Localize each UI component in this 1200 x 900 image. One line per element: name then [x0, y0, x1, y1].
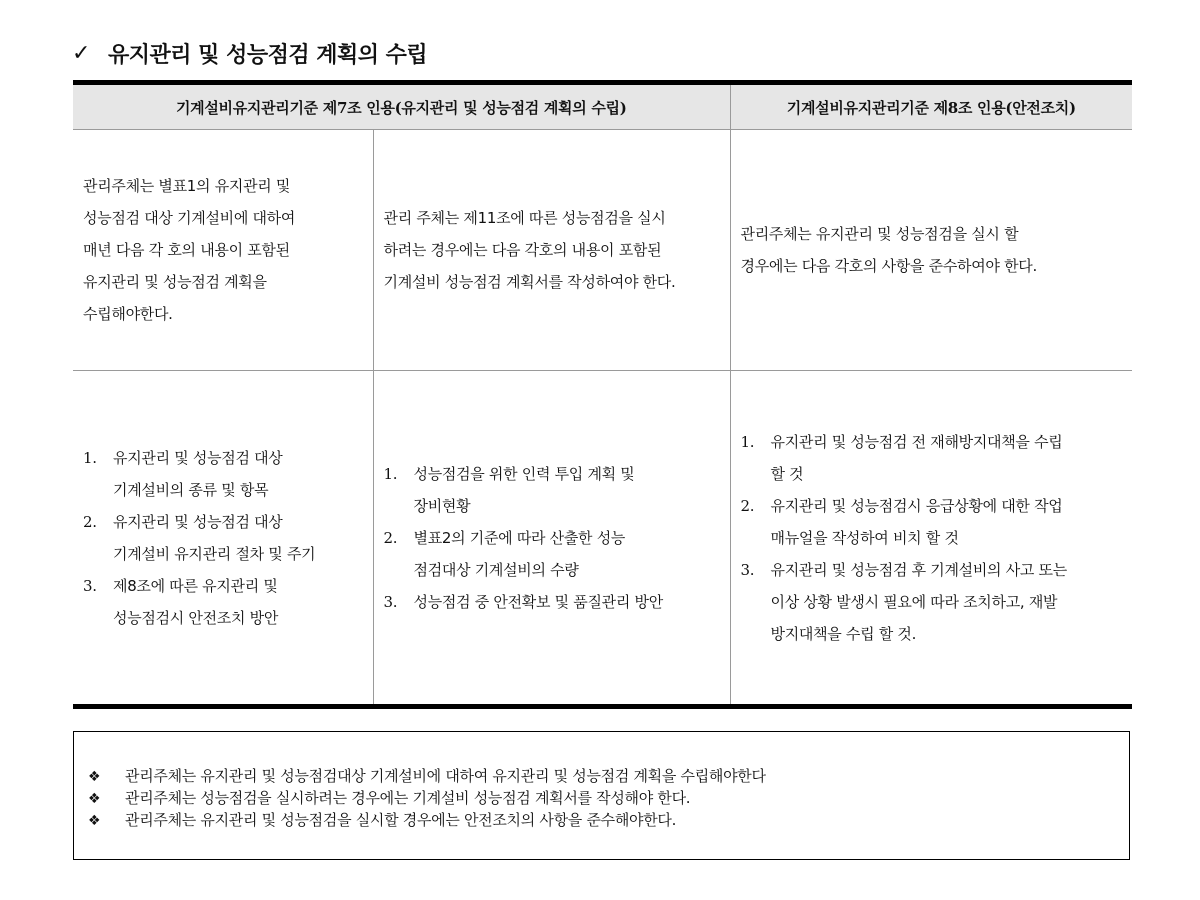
item-text-line: 매뉴얼을 작성하여 비치 할 것 [770, 528, 959, 547]
table-header-row [73, 83, 1132, 130]
text-line: 관리주체는 유지관리 및 성능점검을 실시 할 [740, 225, 1019, 243]
list-item [741, 554, 1125, 650]
item-number: 3. [383, 592, 398, 611]
item-number: 2. [740, 496, 755, 515]
item-number: 2. [383, 528, 398, 547]
text-line: 관리 주체는 제11조에 따른 성능점검을 실시 [383, 209, 666, 227]
summary-item [88, 788, 766, 810]
item-text-line: 유지관리 및 성능점검 대상 [113, 512, 283, 531]
list-item [741, 426, 1125, 490]
text-line: 하려는 경우에는 다음 각호의 내용이 포함된 [383, 241, 662, 259]
list-item [83, 570, 365, 634]
summary-text: 관리주체는 성능점검을 실시하려는 경우에는 기계설비 성능점검 계획서를 작성해야 한다. [125, 789, 691, 807]
inspection-plan-items-cell [373, 371, 730, 707]
numbered-list [83, 442, 365, 634]
item-text-line: 장비현황 [413, 496, 471, 515]
item-number: 3. [740, 560, 755, 579]
safety-measures-intro-cell [730, 130, 1132, 371]
item-text-line: 할 것 [770, 464, 804, 483]
checkmark-icon: ✓ [72, 40, 90, 66]
diamond-bullet-icon: ❖ [88, 769, 101, 785]
inspection-plan-intro-cell [373, 130, 730, 371]
item-text-line: 별표2의 기준에 따라 산출한 성능 [413, 528, 626, 547]
item-number: 2. [83, 512, 97, 531]
item-text-line: 유지관리 및 성능점검시 응급상황에 대한 작업 [770, 496, 1063, 515]
summary-item [88, 766, 766, 788]
item-text-line: 이상 상황 발생시 필요에 따라 조치하고, 재발 [770, 592, 1058, 611]
summary-text: 관리주체는 유지관리 및 성능점검을 실시할 경우에는 안전조치의 사항을 준수해야한다. [125, 811, 677, 829]
intro-row [73, 130, 1132, 371]
standards-table [73, 80, 1132, 709]
text-line: 경우에는 다음 각호의 사항을 준수하여야 한다. [740, 257, 1037, 275]
summary-box [73, 731, 1130, 860]
list-item [384, 522, 722, 586]
item-number: 1. [83, 448, 97, 467]
page-title [72, 36, 427, 70]
item-text-line: 유지관리 및 성능점검 대상 [113, 448, 283, 467]
diamond-bullet-icon: ❖ [88, 813, 101, 829]
summary-text: 관리주체는 유지관리 및 성능점검대상 기계설비에 대하여 유지관리 및 성능점검 계획을 수립해야한다 [125, 767, 766, 785]
item-text-line: 성능점검시 안전조치 방안 [113, 608, 279, 627]
list-item [384, 458, 722, 522]
summary-item [88, 810, 766, 832]
item-text-line: 방지대책을 수립 할 것. [770, 624, 917, 643]
list-item [384, 586, 722, 618]
numbered-list [384, 458, 722, 618]
diamond-bullet-icon: ❖ [88, 791, 101, 807]
text-line: 매년 다음 각 호의 내용이 포함된 [83, 241, 290, 259]
item-text-line: 점검대상 기계설비의 수량 [413, 560, 579, 579]
text-line: 기계설비 성능점검 계획서를 작성하여야 한다. [383, 273, 676, 291]
article7-header: 기계설비유지관리기준 제7조 인용(유지관리 및 성능점검 계획의 수립) [73, 83, 730, 130]
article8-header: 기계설비유지관리기준 제8조 인용(안전조치) [730, 83, 1132, 130]
maintenance-plan-intro-cell [73, 130, 373, 371]
text-line: 수립해야한다. [83, 305, 173, 323]
item-number: 1. [383, 464, 398, 483]
item-text-line: 성능점검 중 안전확보 및 품질관리 방안 [413, 592, 663, 611]
text-line: 성능점검 대상 기계설비에 대하여 [83, 209, 296, 227]
item-text-line: 제8조에 따른 유지관리 및 [113, 576, 278, 595]
text-line: 유지관리 및 성능점검 계획을 [83, 273, 267, 291]
list-item [741, 490, 1125, 554]
item-text-line: 기계설비의 종류 및 항목 [113, 480, 269, 499]
item-number: 3. [83, 576, 97, 595]
summary-list [88, 766, 766, 832]
list-row [73, 371, 1132, 707]
text-line: 관리주체는 별표1의 유지관리 및 [83, 177, 291, 195]
safety-measures-items-cell [730, 371, 1132, 707]
maintenance-plan-items-cell [73, 371, 373, 707]
page-title-text: 유지관리 및 성능점검 계획의 수립 [108, 42, 428, 68]
list-item [83, 506, 365, 570]
list-item [83, 442, 365, 506]
numbered-list [741, 426, 1125, 650]
item-text-line: 기계설비 유지관리 절차 및 주기 [113, 544, 316, 563]
item-text-line: 유지관리 및 성능점검 전 재해방지대책을 수립 [770, 432, 1063, 451]
item-text-line: 성능점검을 위한 인력 투입 계획 및 [413, 464, 635, 483]
item-number: 1. [740, 432, 755, 451]
item-text-line: 유지관리 및 성능점검 후 기계설비의 사고 또는 [770, 560, 1067, 579]
